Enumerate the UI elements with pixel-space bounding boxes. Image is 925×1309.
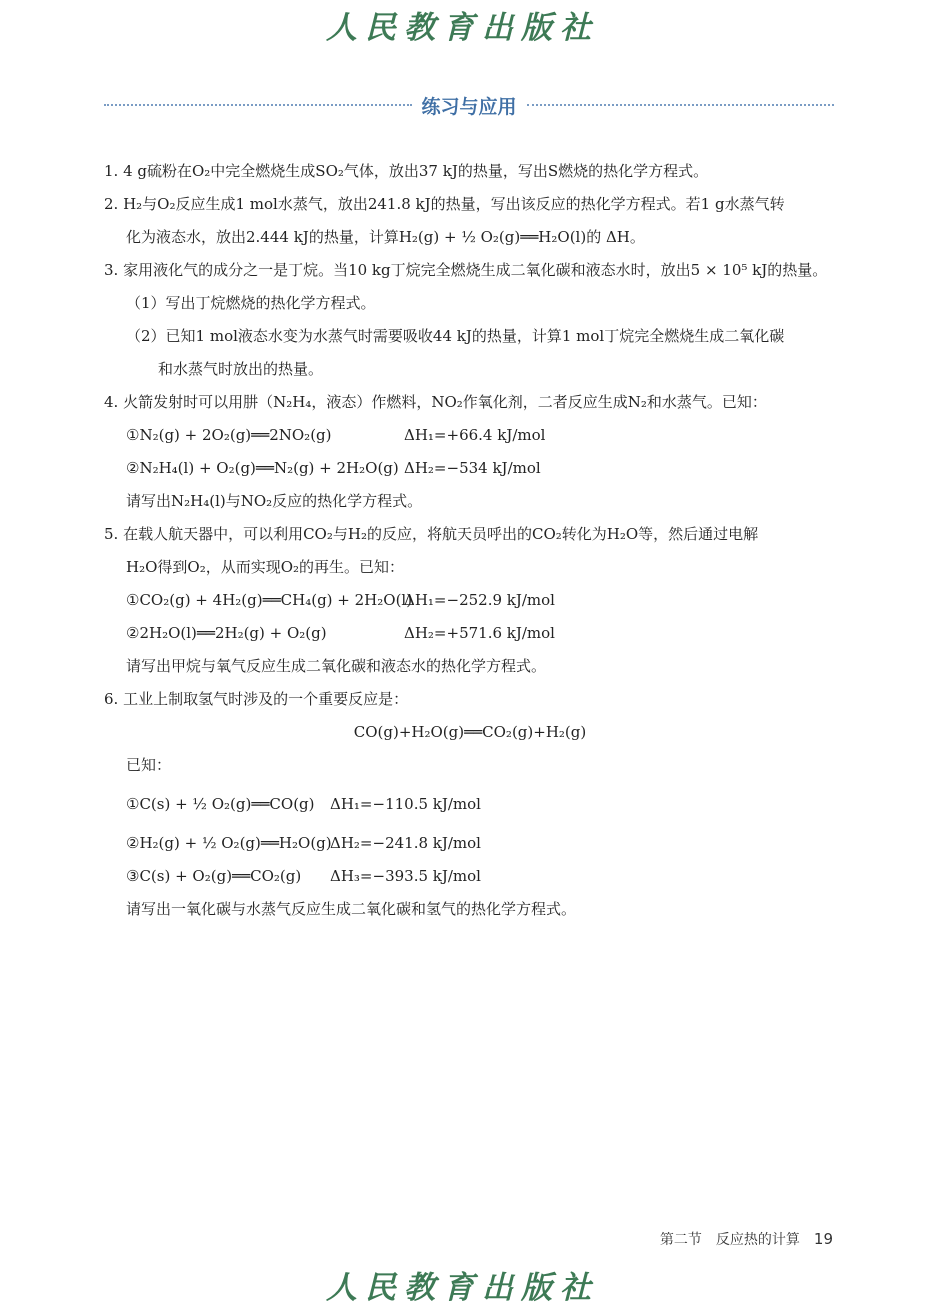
question-4-ask: 请写出N₂H₄(l)与NO₂反应的热化学方程式。 (126, 492, 423, 510)
question-5: 5. 在载人航天器中，可以利用CO₂与H₂的反应，将航天员呼出的CO₂转化为H₂O等，然后通过电解 (104, 525, 759, 543)
publisher-logo-bottom: 人民教育出版社 (326, 1270, 599, 1306)
question-6: 6. 工业上制取氢气时涉及的一个重要反应是： (104, 690, 409, 708)
equation-row (104, 827, 836, 860)
question-5-cont: H₂O得到O₂，从而实现O₂的再生。已知： (126, 558, 405, 576)
divider-right (527, 104, 835, 106)
divider-left (104, 104, 412, 106)
page-footer (660, 1229, 833, 1249)
question-3: 3. 家用液化气的成分之一是丁烷。当10 kg丁烷完全燃烧生成二氧化碳和液态水时，放出5 × 10⁵ kJ的热量。 (104, 261, 828, 279)
question-3-part-1: （1）写出丁烷燃烧的热化学方程式。 (126, 294, 376, 312)
footer-section: 第二节 反应热的计算 (659, 1232, 800, 1248)
exercise-list (104, 155, 836, 926)
question-6-ask: 请写出一氧化碳与水蒸气反应生成二氧化碳和氢气的热化学方程式。 (126, 900, 577, 918)
section-title: 练习与应用 (421, 95, 517, 118)
equation-row (104, 584, 836, 617)
question-4: 4. 火箭发射时可以用肼（N₂H₄，液态）作燃料，NO₂作氧化剂，二者反应生成N₂和水蒸气。已知： (104, 393, 767, 411)
enthalpy-change: ΔH₂=−534 kJ/mol (404, 459, 541, 477)
equation-row (104, 452, 836, 485)
publisher-logo: 人民教育出版社 (326, 10, 599, 46)
enthalpy-change: ΔH₁=+66.4 kJ/mol (404, 426, 546, 444)
question-3-part-2: （2）已知1 mol液态水变为水蒸气时需要吸收44 kJ的热量，计算1 mol丁烷完全燃烧生成二氧化碳 (126, 327, 785, 345)
key-reaction: CO(g)+H₂O(g)══CO₂(g)+H₂(g) (353, 723, 587, 741)
enthalpy-change: ΔH₂=−241.8 kJ/mol (330, 834, 481, 852)
question-2-cont: 化为液态水，放出2.444 kJ的热量，计算H₂(g) + ½ O₂(g)══H₂O(l)的 ΔH。 (126, 228, 645, 246)
equation: ②N₂H₄(l) + O₂(g)══N₂(g) + 2H₂O(g) (126, 459, 399, 477)
equation: ①N₂(g) + 2O₂(g)══2NO₂(g) (126, 426, 332, 444)
section-header (104, 91, 834, 119)
equation-row (104, 617, 836, 650)
equation: ①CO₂(g) + 4H₂(g)══CH₄(g) + 2H₂O(l) (126, 591, 413, 609)
enthalpy-change: ΔH₁=−252.9 kJ/mol (404, 591, 555, 609)
equation: ①C(s) + ½ O₂(g)══CO(g) (126, 795, 315, 813)
equation: ②2H₂O(l)══2H₂(g) + O₂(g) (126, 624, 327, 642)
enthalpy-change: ΔH₂=+571.6 kJ/mol (404, 624, 555, 642)
equation: ②H₂(g) + ½ O₂(g)══H₂O(g) (126, 834, 332, 852)
equation-row (104, 860, 836, 893)
equation: ③C(s) + O₂(g)══CO₂(g) (126, 867, 302, 885)
equation-row (104, 419, 836, 452)
question-3-part-2-cont: 和水蒸气时放出的热量。 (158, 360, 324, 378)
equation-row (104, 788, 836, 821)
question-5-ask: 请写出甲烷与氧气反应生成二氧化碳和液态水的热化学方程式。 (126, 657, 547, 675)
enthalpy-change: ΔH₁=−110.5 kJ/mol (330, 795, 481, 813)
question-2: 2. H₂与O₂反应生成1 mol水蒸气，放出241.8 kJ的热量，写出该反应的热化学方程式。若1 g水蒸气转 (104, 195, 785, 213)
question-1: 1. 4 g硫粉在O₂中完全燃烧生成SO₂气体，放出37 kJ的热量，写出S燃烧的热化学方程式。 (104, 162, 709, 180)
given-label: 已知： (126, 756, 172, 774)
page-number: 19 (813, 1230, 833, 1248)
enthalpy-change: ΔH₃=−393.5 kJ/mol (330, 867, 481, 885)
